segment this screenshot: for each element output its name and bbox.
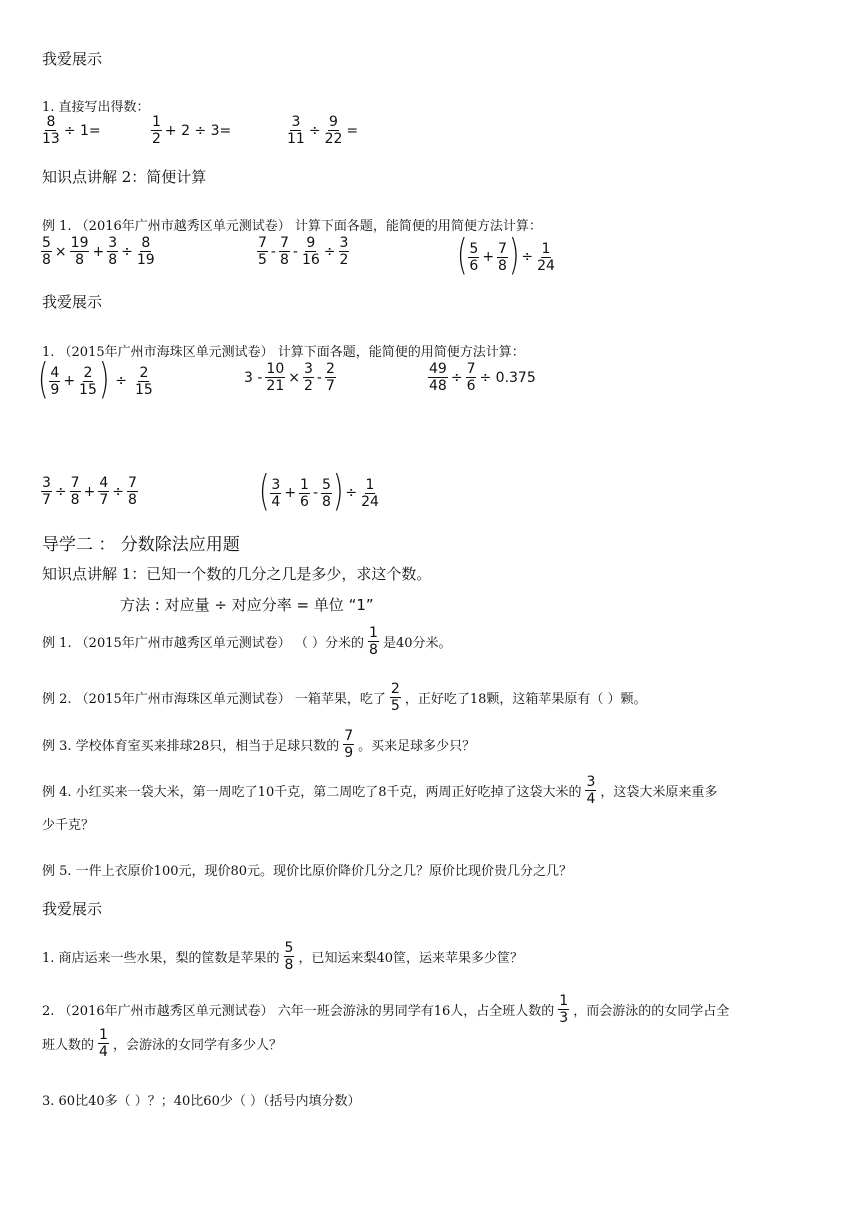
example-2: 例 2. （2015年广州市海珠区单元测试卷） 一箱苹果，吃了 2 5 ，正好吃了18颗，这箱苹果原有（ ）颗。 bbox=[42, 681, 647, 714]
problem-g2: 3 - $\frac{10}{21}$ × $\frac{3}{2}$ - 2 7 bbox=[244, 361, 335, 394]
expression-2: 1 2 + 2 ÷ 3= bbox=[152, 114, 232, 147]
formula-1: $\frac{5}{8}$ × $\frac{19}{8}$ + $\frac{3}{8}$ ÷ $\frac{8}{19}$ bbox=[42, 235, 155, 268]
knowledge-point-2-title: 知识点讲解 2：简便计算 bbox=[42, 168, 207, 186]
example-1: 例 1. （2015年广州市越秀区单元测试卷） （ ）分米的 1 8 是40分米。 bbox=[42, 625, 452, 658]
example-5: 例 5. 一件上衣原价100元，现价80元。现价比原价降价几分之几？原价比现价贵几分之几？ bbox=[42, 864, 573, 879]
practice-1: 1. 商店运来一些水果，梨的筐数是苹果的 5 8 ，已知运来梨40筐，运来苹果多少筐？ bbox=[42, 940, 524, 973]
practice-2-line-2: 班人数的 1 4 ，会游泳的女同学有多少人？ bbox=[42, 1027, 282, 1060]
formula-2: 7 5 - 7 8 - $\frac{9}{16}$ ÷ $\frac{3}{2}$ bbox=[258, 235, 349, 268]
guide-2-title: 导学二 ： 分数除法应用题 bbox=[42, 535, 240, 555]
practice-3: 3. 60比40多（ ）？；40比60少（ ）（括号内填分数） bbox=[42, 1094, 361, 1109]
example-1-label: 例 1. （2016年广州市越秀区单元测试卷） 计算下面各题，能简便的用简便方法计算： bbox=[42, 219, 542, 234]
expression-3: $\frac{3}{11}$ ÷ $\frac{9}{22}$ = bbox=[287, 114, 359, 147]
formula-3: ( 5 6 + $\frac{7}{8}$ ) ÷ $\frac{1}{24}$ bbox=[456, 230, 555, 279]
problem-g1: ( 4 9 + $\frac{2}{15}$ ) ÷ $\frac{2}{15}$ bbox=[37, 354, 153, 403]
section-title-show-2: 我爱展示 bbox=[42, 293, 103, 311]
example-4-line-2: 少千克？ bbox=[42, 818, 95, 833]
section-title-show-1: 我爱展示 bbox=[42, 50, 103, 68]
example-4: 例 4. 小红买来一袋大米，第一周吃了10千克，第二周吃了8千克，两周正好吃掉了这袋大米的 3 4 ，这袋大米原来重多 bbox=[42, 774, 718, 807]
example-3: 例 3. 学校体育室买来排球28只，相当于足球只数的 7 9 。买来足球多少只？ bbox=[42, 728, 476, 761]
problem-g5: ( 3 4 + $\frac{1}{6}$ - 5 8 ) ÷ $\frac{1}{24}$ bbox=[258, 466, 379, 515]
problem-g3: $\frac{49}{48}$ ÷ $\frac{7}{6}$ ÷ 0.375 bbox=[429, 361, 536, 394]
question-1-label-2: 1. （2015年广州市海珠区单元测试卷） 计算下面各题，能简便的用简便方法计算： bbox=[42, 345, 525, 360]
method-formula: 方法 : 对应量 ÷ 对应分率 = 单位 “1” bbox=[120, 596, 374, 614]
expression-1: $\frac{8}{13}$ ÷ 1= bbox=[42, 114, 101, 147]
question-1-label: 1. 直接写出得数： bbox=[42, 100, 150, 115]
problem-g4: $\frac{3}{7}$ ÷ $\frac{7}{8}$ + $\frac{4}{7}$ ÷ $\frac{7}{8}$ bbox=[42, 475, 137, 508]
practice-2: 2. （2016年广州市越秀区单元测试卷） 六年一班会游泳的男同学有16人，占全班人数的 1 3 ，而会游泳的的女同学占全 bbox=[42, 993, 730, 1026]
section-title-show-3: 我爱展示 bbox=[42, 900, 103, 918]
knowledge-point-1-title: 知识点讲解 1：已知一个数的几分之几是多少，求这个数。 bbox=[42, 565, 432, 583]
